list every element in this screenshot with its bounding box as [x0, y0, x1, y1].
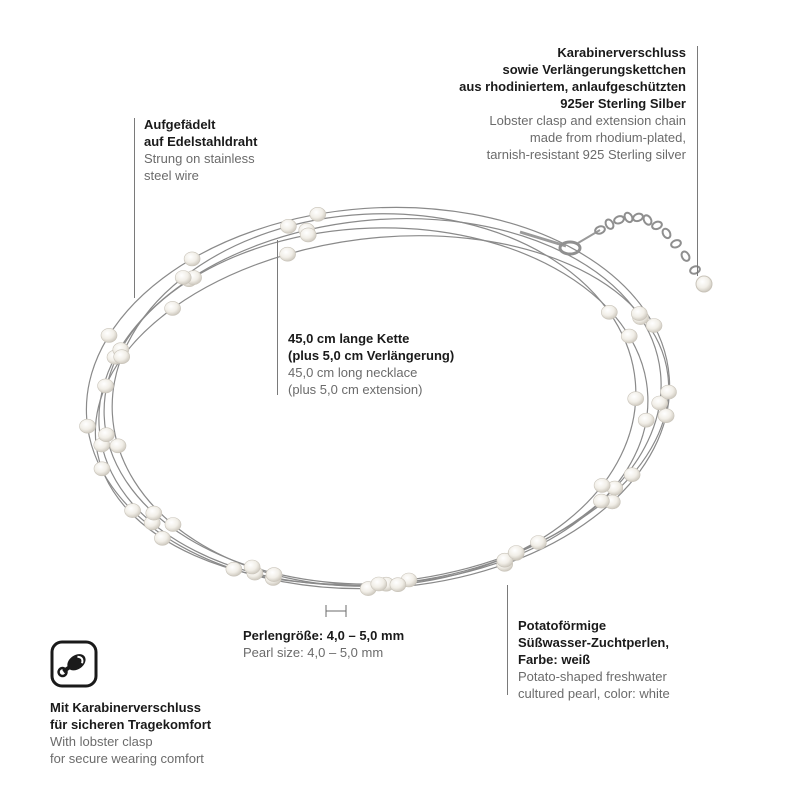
- pearl: [628, 392, 644, 406]
- pearl: [624, 468, 640, 482]
- chain-link: [642, 214, 653, 226]
- annotation-comfort: [50, 699, 211, 767]
- pearl: [638, 413, 654, 427]
- pearl: [658, 409, 674, 423]
- annotation-pearl-size: [243, 627, 404, 661]
- pearl: [310, 207, 326, 221]
- extension-end-pearl: [696, 276, 712, 292]
- chain-link: [661, 227, 672, 239]
- lobster-clasp-and-extension: [520, 211, 701, 275]
- pearl: [125, 504, 141, 518]
- pearl: [146, 506, 162, 520]
- chain-link: [651, 220, 663, 230]
- annotation-clasp: [459, 44, 686, 163]
- pearl: [165, 518, 181, 532]
- pearl: [165, 301, 181, 315]
- lobster-clasp-icon: [50, 640, 98, 688]
- chain-link: [680, 250, 691, 262]
- leader-line-clasp: [697, 46, 698, 276]
- leader-line-length: [277, 240, 278, 395]
- clasp-en-line-1: Lobster clasp and extension chain: [489, 113, 686, 128]
- wire-en-line-1: Strung on stainless: [144, 151, 255, 166]
- length-en-line-2: (plus 5,0 cm extension): [288, 382, 423, 397]
- pearl: [80, 419, 96, 433]
- comfort-en-line-2: for secure wearing comfort: [50, 751, 204, 766]
- pearl: [244, 560, 260, 574]
- pearl: [593, 494, 609, 508]
- pearl: [98, 428, 114, 442]
- annotation-length: [288, 330, 454, 398]
- comfort-en-line-1: With lobster clasp: [50, 734, 153, 749]
- pearl-type-en-line-1: Potato-shaped freshwater: [518, 669, 667, 684]
- clasp-en-line-3: tarnish-resistant 925 Sterling silver: [486, 147, 686, 162]
- pearl-type-de-line-1: Potatoförmige: [518, 618, 607, 633]
- pearl: [646, 319, 662, 333]
- pearl: [184, 252, 200, 266]
- comfort-de-line-1: Mit Karabinerverschluss: [50, 700, 202, 715]
- pearl: [226, 562, 242, 576]
- leader-line-pearl-type: [507, 585, 508, 695]
- pearl-size-en: Pearl size: 4,0 – 5,0 mm: [243, 645, 384, 660]
- pearl: [530, 536, 546, 550]
- chain-link: [632, 212, 644, 222]
- annotation-pearl-type: [518, 617, 670, 702]
- wire-en-line-2: steel wire: [144, 168, 199, 183]
- pearl: [621, 329, 637, 343]
- pearl-size-marker: [326, 605, 346, 617]
- pearl: [280, 219, 296, 233]
- pearl: [175, 271, 191, 285]
- pearl-type-de-line-3: Farbe: weiß: [518, 652, 591, 667]
- pearl: [154, 531, 170, 545]
- length-de-line-2: (plus 5,0 cm Verlängerung): [288, 348, 455, 363]
- pearl: [371, 577, 387, 591]
- pearl: [631, 307, 647, 321]
- pearl: [390, 578, 406, 592]
- clasp-de-line-3: aus rhodiniertem, anlaufgeschützten: [459, 79, 686, 94]
- clasp-de-line-2: sowie Verlängerungskettchen: [502, 62, 686, 77]
- leader-line-wire: [134, 118, 135, 298]
- clasp-de-line-1: Karabinerverschluss: [557, 45, 686, 60]
- pearl: [601, 305, 617, 319]
- chain-link: [670, 239, 682, 249]
- pearl: [94, 462, 110, 476]
- pearl: [661, 385, 677, 399]
- pearl: [266, 568, 282, 582]
- wire-de-line-2: auf Edelstahldraht: [144, 134, 258, 149]
- pearl: [300, 228, 316, 242]
- length-en-line-1: 45,0 cm long necklace: [288, 365, 418, 380]
- chain-link: [689, 265, 701, 275]
- pearl-type-de-line-2: Süßwasser-Zuchtperlen,: [518, 635, 669, 650]
- wire-strand: [75, 204, 689, 616]
- pearl: [98, 379, 114, 393]
- annotation-wire: [144, 116, 257, 184]
- length-de-line-1: 45,0 cm lange Kette: [288, 331, 410, 346]
- chain-link: [613, 215, 625, 225]
- wire-strand: [81, 192, 680, 613]
- clasp-en-line-2: made from rhodium-plated,: [529, 130, 686, 145]
- pearl: [594, 478, 610, 492]
- pearl: [101, 328, 117, 342]
- pearl-type-en-line-2: cultured pearl, color: white: [518, 686, 670, 701]
- clasp-de-line-4: 925er Sterling Silber: [560, 96, 686, 111]
- pearl: [114, 350, 130, 364]
- wire-de-line-1: Aufgefädelt: [144, 117, 216, 132]
- pearl: [110, 439, 126, 453]
- pearl: [280, 247, 296, 261]
- comfort-de-line-2: für sicheren Tragekomfort: [50, 717, 212, 732]
- pearl-size-de: Perlengröße: 4,0 – 5,0 mm: [243, 628, 405, 643]
- pearl: [508, 546, 524, 560]
